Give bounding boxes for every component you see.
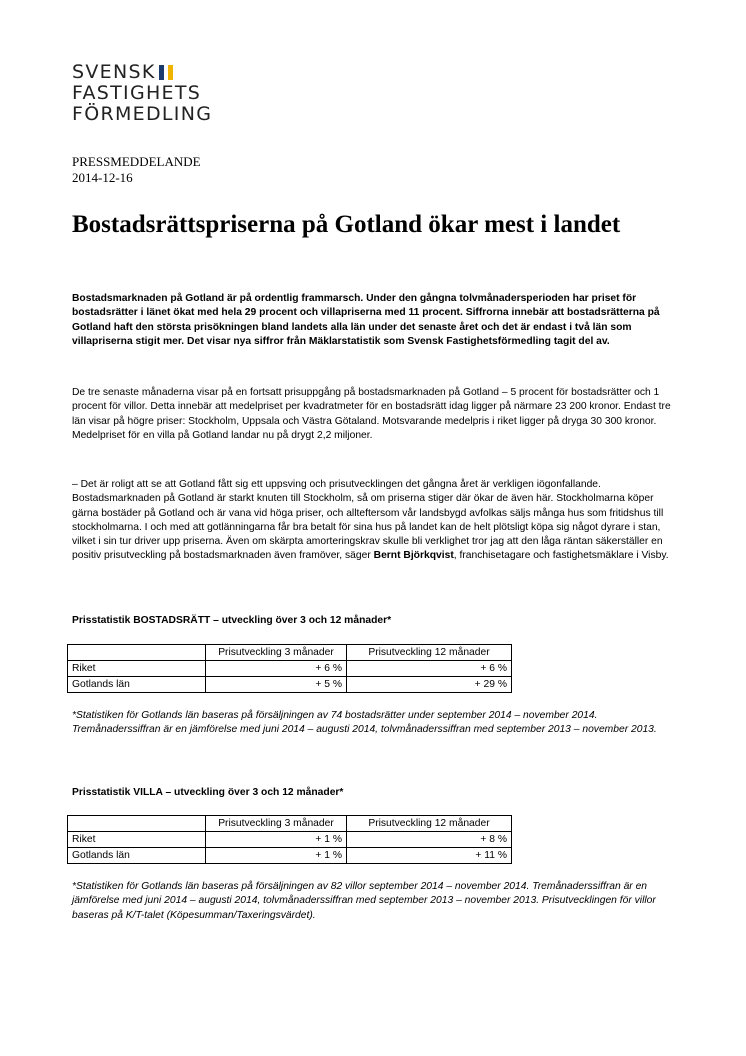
svensk-fastighetsformedling-logo bbox=[72, 62, 212, 125]
table-row bbox=[68, 677, 512, 693]
table-row bbox=[68, 661, 512, 677]
value-3-months: + 1 % bbox=[206, 832, 347, 848]
table-header-row bbox=[68, 816, 512, 832]
logo-text-1: SVENSK bbox=[72, 61, 156, 83]
value-12-months: + 11 % bbox=[347, 848, 512, 864]
table-header-row bbox=[68, 645, 512, 661]
value-3-months: + 5 % bbox=[206, 677, 347, 693]
quote-paragraph bbox=[72, 478, 672, 564]
bostadsratt-footnote: *Statistiken för Gotlands län baseras på försäljningen av 74 bostadsrätter under september 2014 – november 2014. Tremånaderssiffran är en jämförelse med juni 2014 – augusti 2014, tolvmånaderssiffran med september 2013 – november 2013. bbox=[72, 710, 657, 736]
villa-footnote: *Statistiken för Gotlands län baseras på försäljningen av 82 villor september 2014 – november 2014. Tremånaderssiffran är en jämförelse med juni 2014 – augusti 2014, tolvmånaderssiffran med september 2013 – november 2013. Prisutvecklingen för villor baseras på K/T-talet (Köpesumman/Taxeringsvärdet). bbox=[72, 881, 656, 921]
value-3-months: + 1 % bbox=[206, 848, 347, 864]
table-row bbox=[68, 848, 512, 864]
row-label: Gotlands län bbox=[68, 677, 206, 693]
bostadsratt-table bbox=[67, 644, 512, 693]
bostadsratt-heading: Prisstatistik BOSTADSRÄTT – utveckling över 3 och 12 månader* bbox=[72, 615, 392, 626]
body-paragraph-1: De tre senaste månaderna visar på en fortsatt prisuppgång på bostadsmarknaden på Gotland – 5 procent för bostadsrätter och 1 procent för villor. Detta innebär att medelpriset per kvadratmeter för en bostadsrätt idag ligger på närmare 23 200 kronor. Endast tre län visar på högre priser: Stockholm, Uppsala och Västra Götaland. Motsvarande medelpris i riket ligger på dryga 30 300 kronor. Medelpriset för en villa på Gotland landar nu på drygt 2,2 miljoner. bbox=[72, 387, 671, 441]
value-12-months: + 29 % bbox=[347, 677, 512, 693]
quote-text: – Det är roligt att se att Gotland fått sig ett uppsving och prisutvecklingen det gångna året är verkligen iögonfallande. Bostadsmarknaden på Gotland är starkt knuten till Stockholm, så om priserna stiger där ökar de även här. Stockholmarna köper gärna bostäder på Gotland och är vana vid höga priser, och allteftersom vår landsbygd avfolkas säljs många hus som fritidshus till stockholmarna. I och med att gotlänningarna får bra betalt för sina hus på landet kan de helt plötsligt köpa sig något dyrare i stan, vilket i sin tur driver upp priserna. Även om skärpta amorteringskrav skulle bli verklighet tror jag att den låga räntan säkerställer en positiv prisutveckling på bostadsmarknaden även framöver, säger bbox=[72, 479, 664, 562]
page-title: Bostadsrättspriserna på Gotland ökar mest i landet bbox=[72, 211, 621, 238]
villa-heading: Prisstatistik VILLA – utveckling över 3 och 12 månader* bbox=[72, 787, 344, 798]
table-row bbox=[68, 832, 512, 848]
document-date: 2014-12-16 bbox=[72, 170, 133, 185]
swedish-flag-icon bbox=[159, 64, 173, 79]
value-3-months: + 6 % bbox=[206, 661, 347, 677]
villa-table bbox=[67, 815, 512, 864]
logo-line-1 bbox=[72, 62, 212, 83]
quote-suffix: , franchisetagare och fastighetsmäklare i Visby. bbox=[453, 550, 669, 562]
value-12-months: + 6 % bbox=[347, 661, 512, 677]
value-12-months: + 8 % bbox=[347, 832, 512, 848]
table-header-cell: Prisutveckling 12 månader bbox=[347, 816, 512, 832]
document-type: PRESSMEDDELANDE bbox=[72, 154, 201, 169]
row-label: Gotlands län bbox=[68, 848, 206, 864]
logo-line-3: FÖRMEDLING bbox=[72, 103, 213, 125]
row-label: Riket bbox=[68, 661, 206, 677]
table-header-cell bbox=[68, 645, 206, 661]
lead-paragraph: Bostadsmarknaden på Gotland är på ordentlig frammarsch. Under den gångna tolvmånadersperioden har priset för bostadsrätter i länet ökat med hela 29 procent och villapriserna med 11 procent. Siffrorna innebär att bostadsrätterna på Gotland haft den största prisökningen bland landets alla län under det senaste året och det är endast i två län som villapriserna stigit mer. Det visar nya siffror från Mäklarstatistik som Svensk Fastighetsförmedling tagit del av. bbox=[72, 293, 660, 347]
row-label: Riket bbox=[68, 832, 206, 848]
table-header-cell: Prisutveckling 3 månader bbox=[206, 645, 347, 661]
logo-line-2: FASTIGHETS bbox=[72, 82, 202, 104]
table-header-cell: Prisutveckling 12 månader bbox=[347, 645, 512, 661]
quote-speaker: Bernt Björkqvist bbox=[373, 550, 454, 562]
table-header-cell bbox=[68, 816, 206, 832]
table-header-cell: Prisutveckling 3 månader bbox=[206, 816, 347, 832]
press-header bbox=[72, 154, 201, 186]
